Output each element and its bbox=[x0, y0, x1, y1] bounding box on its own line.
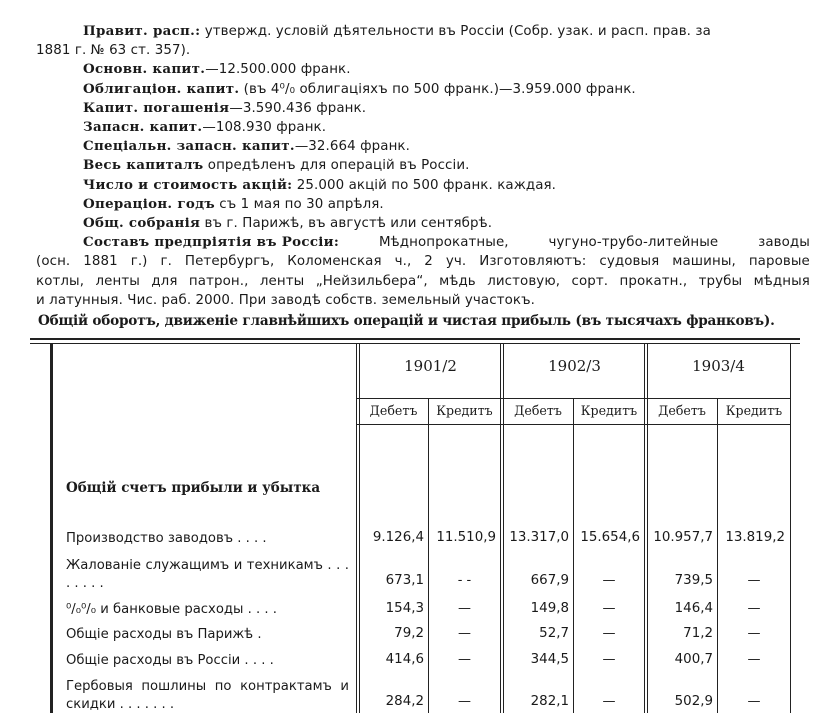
table-top-rule bbox=[30, 338, 800, 340]
table-cell: — bbox=[602, 626, 616, 641]
word: 2 bbox=[424, 254, 433, 270]
table-cell: 400,7 bbox=[674, 652, 713, 667]
info-line-sostav: Составъ предпріятія въ Россіи: Мѣднопрокатные, чугуно-трубо-литейные заводы bbox=[83, 234, 810, 251]
table-cell: 154,3 bbox=[385, 601, 424, 616]
info-line: Запасн. капит.—108.930 франк. bbox=[83, 119, 327, 136]
word: сорт. bbox=[571, 273, 609, 289]
credit-header: Кредитъ bbox=[725, 403, 783, 418]
table-cell: — bbox=[458, 694, 471, 709]
table-cell: — bbox=[747, 652, 761, 667]
table-cell: — bbox=[602, 652, 616, 667]
table-cell: — bbox=[458, 652, 471, 667]
word: патрон., bbox=[188, 273, 249, 289]
credit-header: Кредитъ bbox=[580, 403, 638, 418]
table-cell: 282,1 bbox=[530, 694, 569, 709]
year-header: 1902/3 bbox=[548, 357, 601, 375]
word: прокатн., bbox=[619, 273, 688, 289]
word: ленты bbox=[95, 273, 140, 289]
word: котлы, bbox=[36, 273, 85, 289]
word: уч. bbox=[445, 254, 467, 270]
table-cell: — bbox=[458, 601, 471, 616]
column-divider bbox=[644, 344, 645, 713]
table-left-border bbox=[50, 344, 53, 713]
table-cell: 13.317,0 bbox=[509, 530, 569, 545]
word: паровые bbox=[748, 254, 810, 270]
table-cell: 673,1 bbox=[385, 573, 424, 588]
word: машины, bbox=[672, 254, 736, 270]
row-label: Производство заводовъ . . . . bbox=[66, 531, 267, 546]
table-cell: 149,8 bbox=[530, 601, 569, 616]
table-cell: 10.957,7 bbox=[653, 530, 713, 545]
table-heading: Общій оборотъ, движеніе главнѣйшихъ операцій и чистая прибыль (въ тысячахъ франковъ). bbox=[38, 313, 775, 329]
word: ч., bbox=[394, 254, 412, 270]
column-divider bbox=[356, 344, 357, 713]
word: г. bbox=[160, 254, 172, 270]
table-cell: — bbox=[602, 694, 616, 709]
info-line: Капит. погашенія—3.590.436 франк. bbox=[83, 99, 367, 116]
table-cell: 79,2 bbox=[394, 626, 424, 641]
table-cell: — bbox=[458, 626, 471, 641]
info-line-pravit-cont: 1881 г. № 63 ст. 357). bbox=[36, 43, 191, 59]
info-line: Число и стоимость акцій: 25.000 акцій по 500 франк. каждая. bbox=[83, 176, 557, 193]
word: ленты bbox=[259, 273, 305, 289]
year-header: 1901/2 bbox=[404, 357, 457, 375]
year-header: 1903/4 bbox=[692, 357, 745, 375]
word: мѣдныя bbox=[753, 273, 810, 289]
word: „Нейзильбера“, bbox=[315, 273, 428, 289]
table-cell: 52,7 bbox=[539, 626, 569, 641]
table-cell: - - bbox=[457, 573, 472, 588]
header-rule bbox=[356, 398, 791, 399]
table-cell: — bbox=[747, 626, 761, 641]
word: Коломенская bbox=[287, 254, 382, 270]
column-divider bbox=[500, 344, 501, 713]
word: листовую, bbox=[487, 273, 561, 289]
info-line: Основн. капит.—12.500.000 франк. bbox=[83, 61, 351, 78]
info-line-sostav-4: и латунныя. Чис. раб. 2000. При заводѣ собств. земельный участокъ. bbox=[36, 292, 535, 308]
word: Петербургъ, bbox=[184, 254, 275, 270]
table-cell: 739,5 bbox=[674, 573, 713, 588]
info-line-sostav-3 bbox=[36, 272, 810, 291]
table-cell: — bbox=[747, 601, 761, 616]
table-cell: 344,5 bbox=[530, 652, 569, 667]
word: для bbox=[151, 273, 178, 289]
row-label: Жалованіе служащимъ и техникамъ . . . . . . . . bbox=[66, 558, 349, 591]
info-line: Облигаціон. капит. (въ 4⁰/₀ облигаціяхъ по 500 франк.)—3.959.000 франк. bbox=[83, 80, 636, 97]
debit-header: Дебетъ bbox=[369, 403, 418, 418]
info-line-pravit: Правит. расп.: утвержд. условій дѣятельности въ Россіи (Собр. узак. и расп. прав. за bbox=[83, 23, 711, 39]
info-line: Общ. собранія въ г. Парижѣ, въ августѣ или сентябрѣ. bbox=[83, 215, 493, 232]
word: 1881 bbox=[83, 254, 118, 270]
word: Изготовляютъ: bbox=[479, 254, 587, 270]
info-line: Операціон. годъ съ 1 мая по 30 апрѣля. bbox=[83, 195, 384, 212]
table-cell: 9.126,4 bbox=[372, 530, 424, 545]
word: трубы bbox=[698, 273, 743, 289]
row-label: Общіе расходы въ Парижѣ . bbox=[66, 627, 262, 642]
table-cell: — bbox=[602, 601, 616, 616]
table-top-rule-thin bbox=[30, 343, 800, 344]
table-cell: 146,4 bbox=[674, 601, 713, 616]
word: г.) bbox=[130, 254, 148, 270]
row-label: ⁰/₀⁰/₀ и банковые расходы . . . . bbox=[66, 602, 277, 617]
row-label: Общіе расходы въ Россіи . . . . bbox=[66, 653, 274, 668]
debit-header: Дебетъ bbox=[514, 403, 562, 418]
debit-header: Дебетъ bbox=[658, 403, 706, 418]
table-cell: 502,9 bbox=[674, 694, 713, 709]
table-cell: 11.510,9 bbox=[436, 530, 496, 545]
table-cell: — bbox=[602, 573, 616, 588]
table-cell: 13.819,2 bbox=[725, 530, 785, 545]
table-cell: 71,2 bbox=[683, 626, 713, 641]
company-info bbox=[36, 22, 810, 310]
section-label: Общій счетъ прибыли и убытка bbox=[66, 480, 321, 496]
word: (осн. bbox=[36, 254, 71, 270]
info-line-sostav-2 bbox=[36, 252, 810, 271]
word: судовыя bbox=[599, 254, 660, 270]
info-line: Весь капиталъ опредѣленъ для операцій въ Россіи. bbox=[83, 157, 470, 174]
word: мѣдь bbox=[439, 273, 476, 289]
table-cell: — bbox=[747, 573, 761, 588]
table-cell: — bbox=[747, 694, 761, 709]
table-cell: 15.654,6 bbox=[580, 530, 640, 545]
table-cell: 667,9 bbox=[530, 573, 569, 588]
header-rule bbox=[356, 424, 791, 425]
table-cell: 284,2 bbox=[385, 694, 424, 709]
credit-header: Кредитъ bbox=[436, 403, 493, 418]
table-right-border bbox=[790, 344, 791, 713]
info-line: Спеціальн. запасн. капит.—32.664 франк. bbox=[83, 138, 410, 155]
row-label: Гербовыя пошлины по контрактамъ и скидки . . . . . . . bbox=[66, 679, 349, 712]
table-cell: 414,6 bbox=[385, 652, 424, 667]
